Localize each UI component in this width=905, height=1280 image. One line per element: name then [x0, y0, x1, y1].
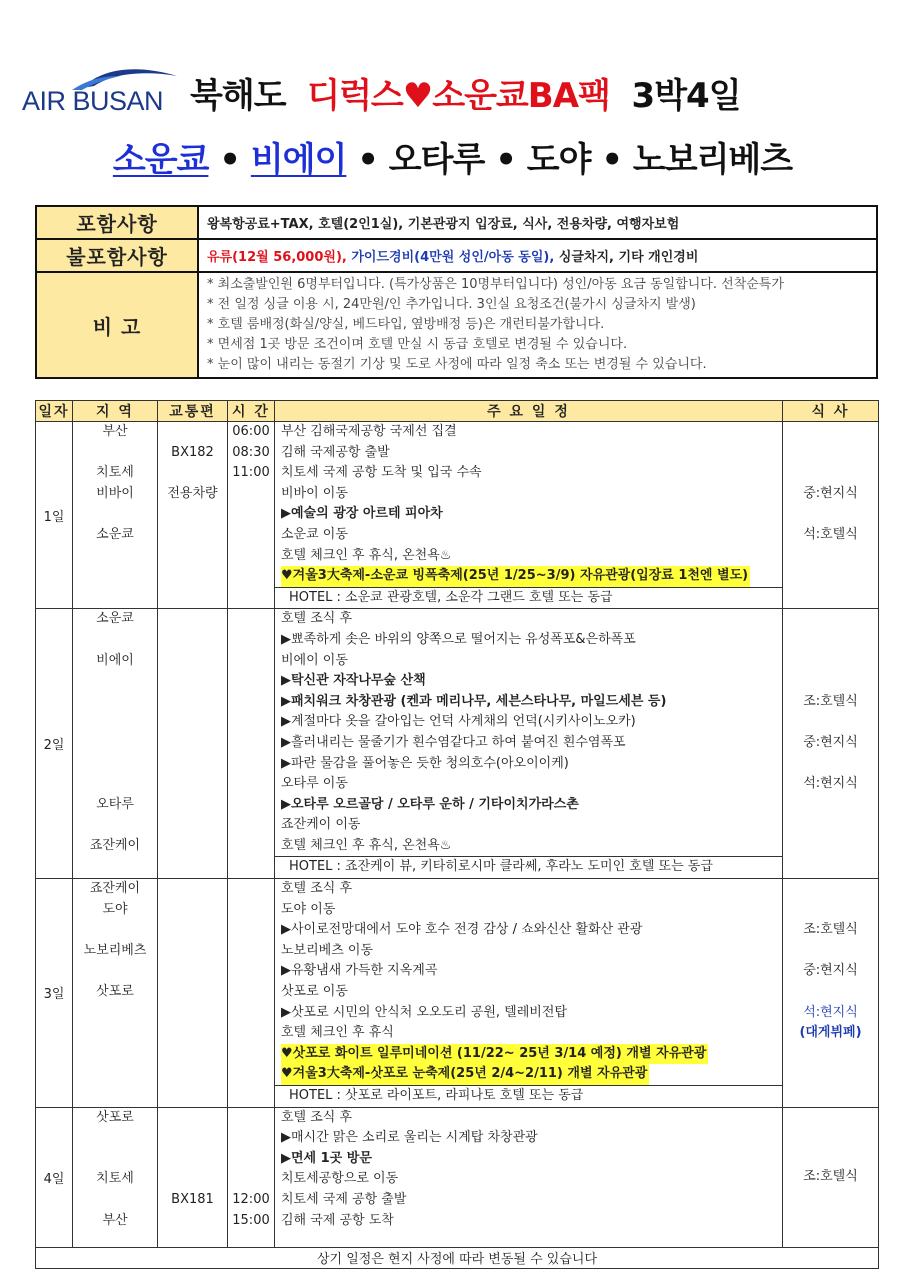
plan-cell: 호텔 조식 후 ▶뾰족하게 솟은 바위의 양쪽으로 떨어지는 유성폭포&은하폭포 비에이 이동 ▶탁신관 자작나무숲 산책 ▶패치워크 차창관광 (켄과 메리나무, 세븐스타나무, 마일드세븐 등) ▶계절마다 옷을 갈아입는 언덕 사계채의 언덕(시키사이노오카) ▶흘러내리는 물줄기가 흰수염같다고 하여 붙여진 흰수염폭포 ▶파란 물감을 풀어놓은 듯한 청의호수(아오이이케) 오타루 이동 ▶오타루 오르골당 / 오타루 운하 / 기타이치가라스촌 죠잔케이 이동 호텔 체크인 후 휴식, 온천욕♨ HOTEL : 죠잔케이 뷰, 키타히로시마 클라쎄, 후라노 도미인 호텔 또는 동급 [275, 609, 783, 879]
note-item: * 최소출발인원 6명부터입니다. (특가상품은 10명부터입니다) 성인/아동 요금 동일합니다. 선착순특가 [207, 277, 784, 292]
transport-cell: BX182 전용차량 [158, 422, 228, 609]
header-region: 지 역 [73, 401, 158, 422]
transport-cell [158, 609, 228, 879]
note-item: * 호텔 룸배정(화실/양실, 베드타입, 옆방배정 등)은 개런티불가합니다. [207, 317, 605, 332]
festival-highlight: ♥겨울3大축제-소운쿄 빙폭축제(25년 1/25~3/9) 자유관광(입장료 1천엔 별도) [281, 566, 750, 587]
day-label: 1일 [36, 422, 73, 609]
notes-label: 비 고 [36, 272, 198, 378]
time-cell [228, 609, 275, 879]
hotel-line: HOTEL : 소운쿄 관광호텔, 소운각 그랜드 호텔 또는 동급 [275, 587, 782, 609]
plan-cell: 호텔 조식 후 ▶매시간 맑은 소리로 울리는 시계탑 차창관광 ▶면세 1곳 방문 치토세공항으로 이동 치토세 국제 공항 출발 김해 국제 공항 도착 [275, 1107, 783, 1247]
header [0, 60, 905, 130]
header-meal: 식 사 [783, 401, 879, 422]
region-cell: 소운쿄 비에이 오타루 죠잔케이 [73, 609, 158, 879]
meal-cell: 조:호텔식 중:현지식 석:현지식 (대게뷔페) [783, 879, 879, 1108]
route-biei: 비에이 [250, 140, 347, 180]
excluded-label: 불포함사항 [36, 239, 198, 272]
logo-text: AIR BUSAN [22, 86, 164, 116]
note-item: * 면세점 1곳 방문 조건이며 호텔 만실 시 동급 호텔로 변경될 수 있습니다. [207, 337, 628, 352]
transport-cell: BX181 [158, 1107, 228, 1247]
meal-cell: 중:현지식 석:호텔식 [783, 422, 879, 609]
region-cell: 부산 치토세 비바이 소운쿄 [73, 422, 158, 609]
hotel-line: HOTEL : 삿포로 라이포트, 라피나토 호텔 또는 동급 [275, 1085, 782, 1107]
day-row [36, 422, 879, 609]
time-cell: 06:00 08:30 11:00 [228, 422, 275, 609]
excluded-text: 유류(12월 56,000원), 가이드경비(4만원 성인/아동 동일), 싱글차지, 기타 개인경비 [198, 239, 877, 272]
note-item: * 눈이 많이 내리는 동절기 기상 및 도로 사정에 따라 일정 축소 또는 변경될 수 있습니다. [207, 357, 707, 372]
transport-cell [158, 879, 228, 1108]
route-sounkyo: 소운쿄 [112, 140, 209, 180]
route-subtitle: 소운쿄 • 비에이 • 오타루 • 도야 • 노보리베츠 [112, 140, 793, 180]
plan-cell: 호텔 조식 후 도야 이동 ▶사이로전망대에서 도야 호수 전경 감상 / 쇼와신산 활화산 관광 노보리베츠 이동 ▶유황냄새 가득한 지옥계곡 삿포로 이동 ▶삿포로 시민의 안식처 오오도리 공원, 텔레비전탑 호텔 체크인 후 휴식 ♥삿포로 화이트 일루미네이션 (11/22~ 25년 3/14 예정) 개별 자유관광 ♥겨울3大축제-삿포로 눈축제(25년 2/4~2/11) 개별 자유관광 HOTEL : 삿포로 라이포트, 라피나토 호텔 또는 동급 [275, 879, 783, 1108]
day-row [36, 879, 879, 1108]
hotel-line: HOTEL : 죠잔케이 뷰, 키타히로시마 클라쎄, 후라노 도미인 호텔 또는 동급 [275, 856, 782, 878]
festival-highlight: ♥삿포로 화이트 일루미네이션 (11/22~ 25년 3/14 예정) 개별 자유관광 [281, 1044, 708, 1065]
included-label: 포함사항 [36, 206, 198, 239]
page-title: 북해도 디럭스♥소운쿄BA팩 3박4일 [190, 76, 741, 116]
info-table [35, 205, 878, 379]
route-noboribetsu: 노보리베츠 [632, 140, 793, 180]
air-busan-logo [22, 66, 180, 122]
festival-highlight: ♥겨울3大축제-삿포로 눈축제(25년 2/4~2/11) 개별 자유관광 [281, 1064, 649, 1085]
header-day: 일자 [36, 401, 73, 422]
header-plan: 주 요 일 정 [275, 401, 783, 422]
meal-cell: 조:호텔식 [783, 1107, 879, 1247]
schedule-header-row [36, 401, 879, 422]
meal-cell: 조:호텔식 중:현지식 석:현지식 [783, 609, 879, 879]
time-cell [228, 879, 275, 1108]
plan-cell: 부산 김해국제공항 국제선 집결 김해 국제공항 출발 치토세 국제 공항 도착 및 입국 수속 비바이 이동 ▶예술의 광장 아르테 피아차 소운쿄 이동 호텔 체크인 후 휴식, 온천욕♨ ♥겨울3大축제-소운쿄 빙폭축제(25년 1/25~3/9) 자유관광(입장료 1천엔 별도) HOTEL : 소운쿄 관광호텔, 소운각 그랜드 호텔 또는 동급 [275, 422, 783, 609]
header-transport: 교통편 [158, 401, 228, 422]
note-item: * 전 일정 싱글 이용 시, 24만원/인 추가입니다. 3인실 요청조건(불가시 싱글차지 발생) [207, 297, 696, 312]
route-toya: 도야 [526, 140, 591, 180]
day-label: 4일 [36, 1107, 73, 1247]
included-text: 왕복항공료+TAX, 호텔(2인1실), 기본관광지 입장료, 식사, 전용차량, 여행자보험 [198, 206, 877, 239]
time-cell: 12:00 15:00 [228, 1107, 275, 1247]
footer-note: 상기 일정은 현지 사정에 따라 변동될 수 있습니다 [36, 1247, 879, 1268]
region-cell: 죠잔케이 도야 노보리베츠 삿포로 [73, 879, 158, 1108]
day-label: 3일 [36, 879, 73, 1108]
day-row [36, 609, 879, 879]
region-cell: 삿포로 치토세 부산 [73, 1107, 158, 1247]
day-label: 2일 [36, 609, 73, 879]
header-time: 시 간 [228, 401, 275, 422]
footer-row [36, 1247, 879, 1268]
notes-list [198, 272, 877, 378]
day-row [36, 1107, 879, 1247]
route-otaru: 오타루 [388, 140, 485, 180]
schedule-table [35, 400, 879, 1269]
